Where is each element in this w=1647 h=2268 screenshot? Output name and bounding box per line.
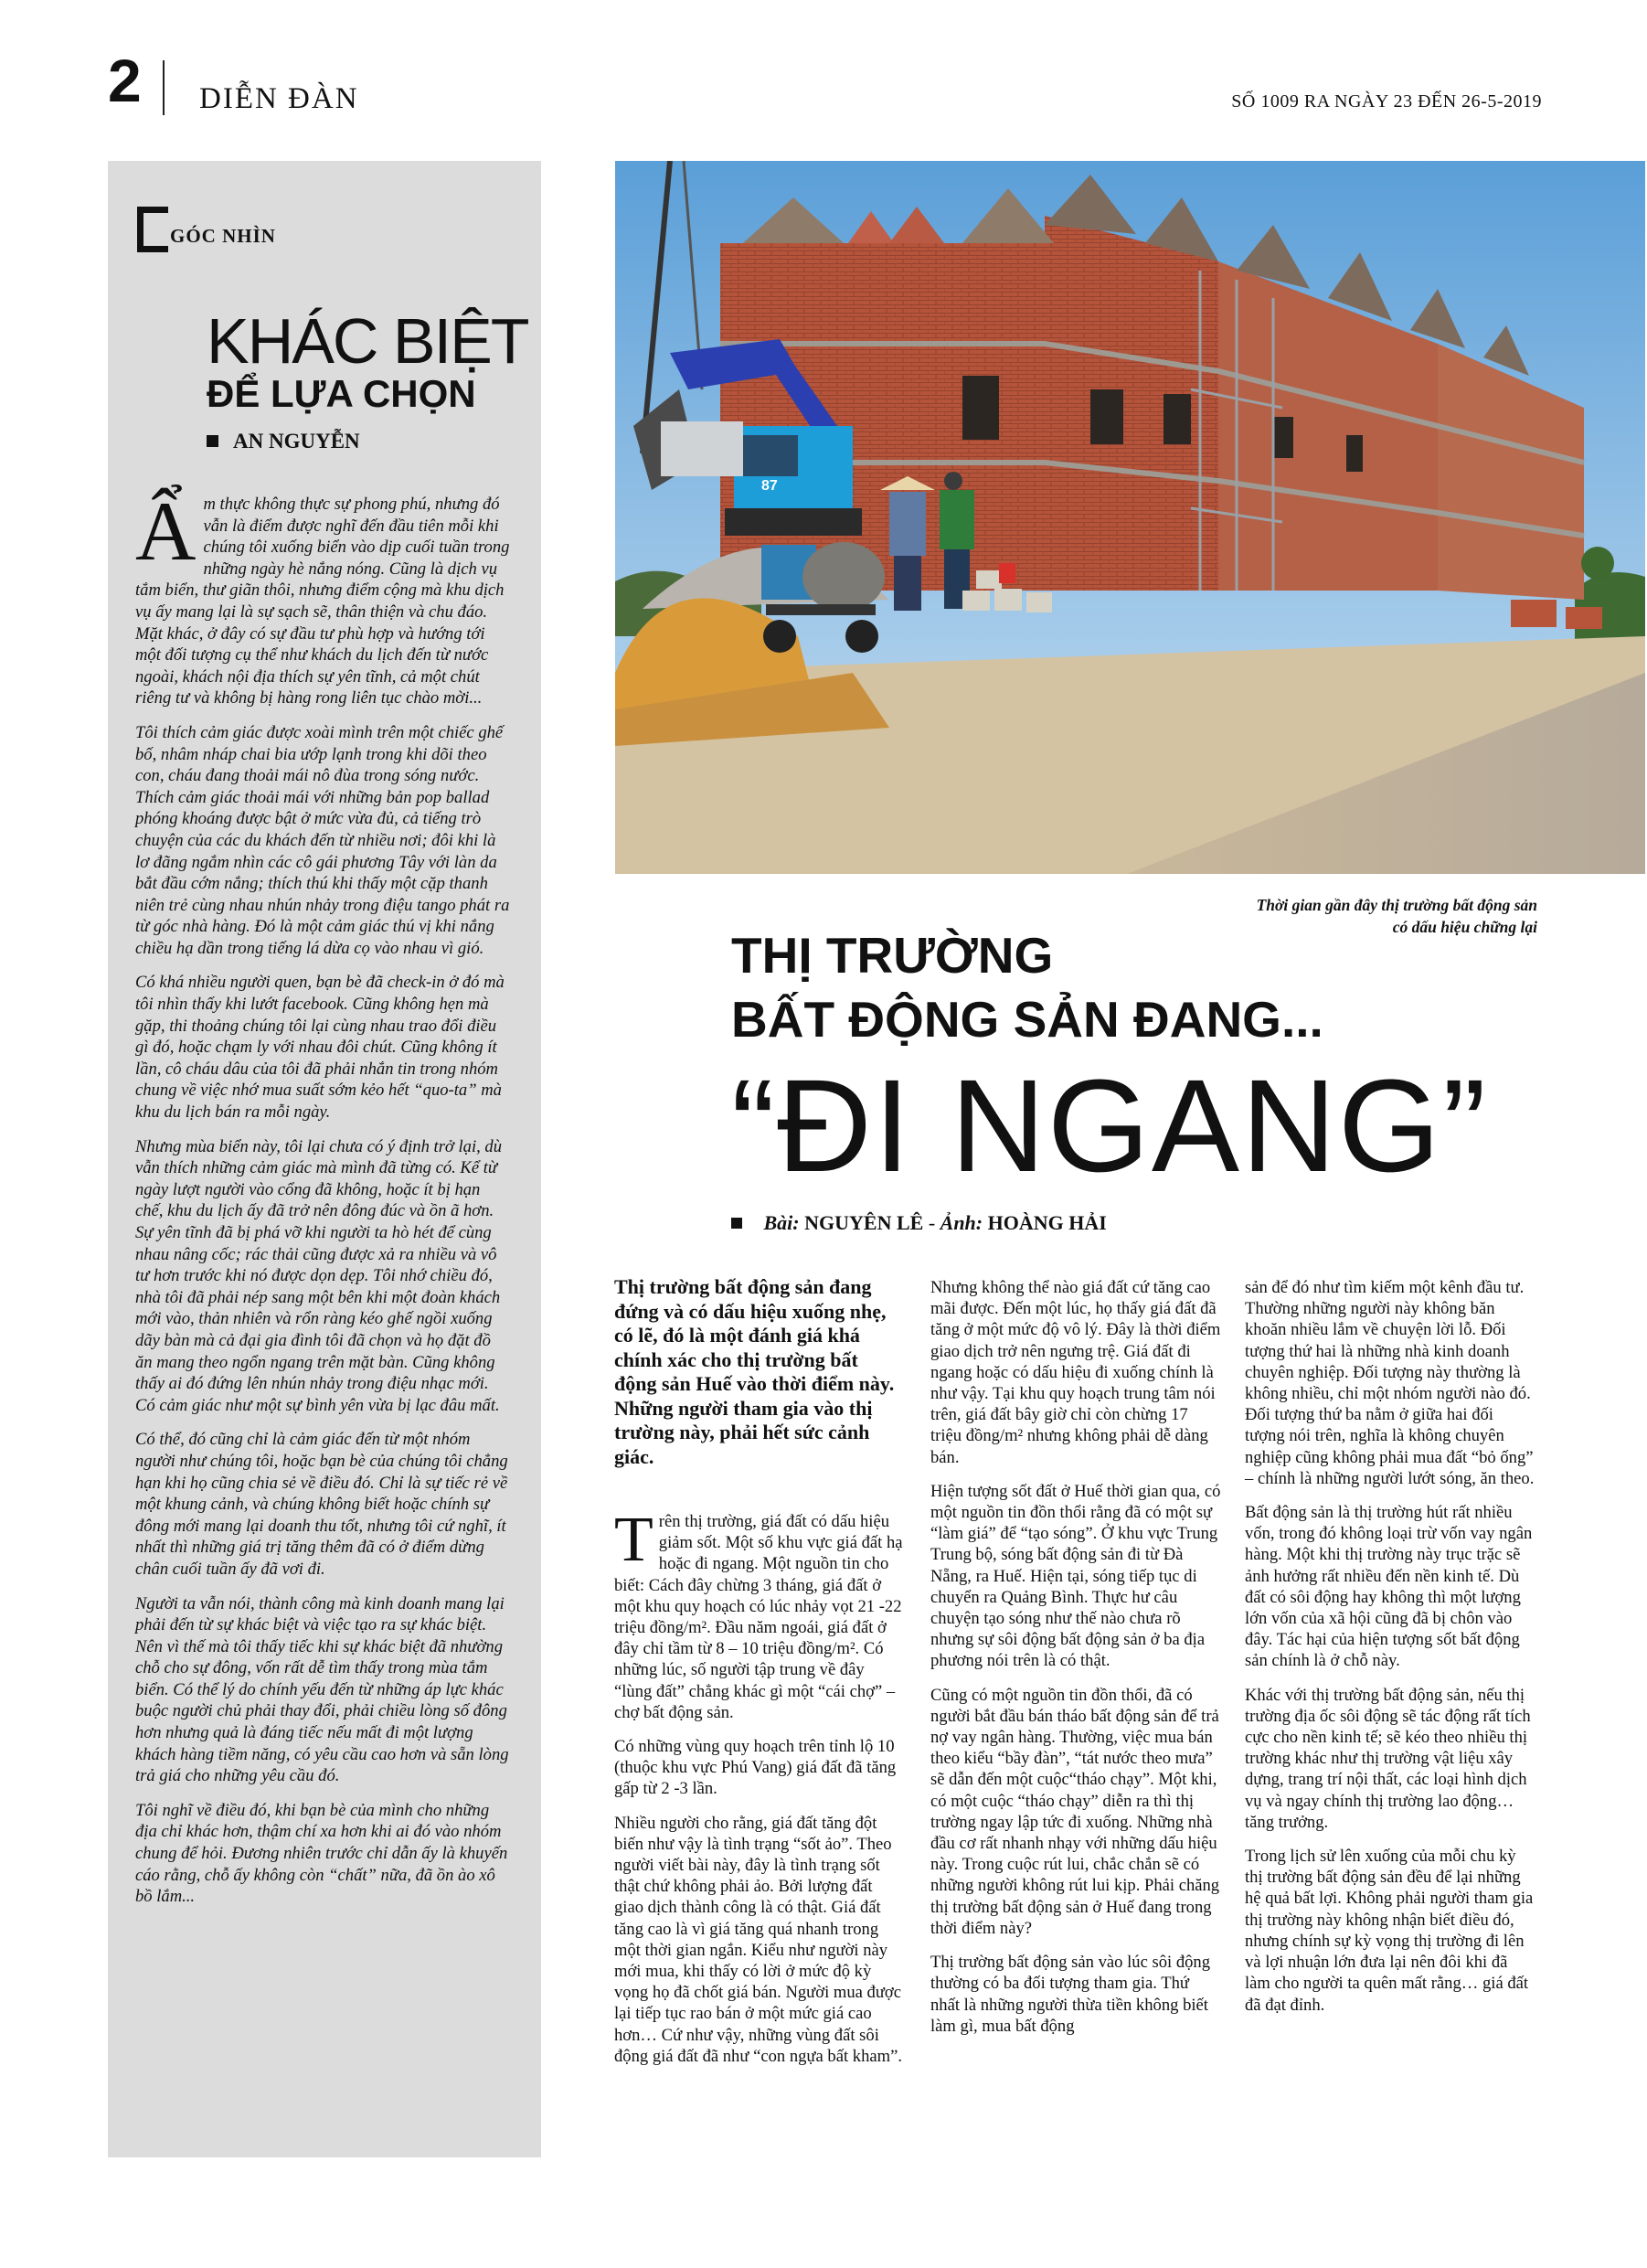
byline-photographer: HOÀNG HẢI xyxy=(987,1211,1107,1234)
article-lead: Thị trường bất động sản đang đứng và có dấu hiệu xuống nhẹ, có lẽ, đó là một đánh giá khá chính xác cho thị trường bất động sản Huế vào thời điểm này. Những người tham gia vào thị trường này, phải hết sức cảnh giác. xyxy=(614,1275,895,1468)
photo-caption xyxy=(1172,894,1537,938)
article-paragraph: sản để đó như tìm kiếm một kênh đầu tư. Thường những người này không băn khoăn nhiều lắm về chuyện lời lỗ. Đối tượng thứ hai là những nhà kinh doanh chuyên nghiệp. Đối tượng này thường là không nhiều, chỉ một nhóm người nào đó. Đối tượng thứ ba nằm ở giữa hai đối tượng nói trên, nghĩa là không chuyên nghiệp cũng không phải mua đất “bỏ ống” – chính là những người lướt sóng, ăn theo. xyxy=(1245,1278,1535,1488)
column-body xyxy=(135,484,510,1921)
column-paragraph: Tôi nghĩ về điều đó, khi bạn bè của mình cho những địa chỉ khác hơn, thậm chí xa hơn khi ai đó vào nhóm chung để hỏi. Đương nhiên trước chỉ dẫn ấy là khuyến cáo rằng, chỗ ấy không còn “chất” nữa, đã ồn ào xô bồ lắm... xyxy=(135,1800,508,1907)
column-subtitle: ĐỂ LỰA CHỌN xyxy=(207,372,476,415)
column-paragraph: Tôi thích cảm giác được xoài mình trên một chiếc ghế bố, nhâm nháp chai bia ướp lạnh trong khi dõi theo con, cháu đang thoải mái nô đùa trong sóng nước. Thích cảm giác thoải mái với những bản pop ballad phóng khoáng được bật ở mức vừa đủ, cả tiếng trò chuyện của các du khách đến từ nhiều nơi; đôi khi là lơ đãng ngắm nhìn các cô gái phương Tây với làn da bắt đầu cớm nắng; thích thú khi thấy một cặp thanh niên trẻ cùng nhau nhún nhảy trong điệu tango phát ra từ góc nhà hàng. Đó là một cảm giác thú vị khi nắng chiều hạ dần trong tiếng lá dừa cọ vào nhau vì gió. xyxy=(135,722,510,958)
column-dropcap: Ẩ xyxy=(135,484,197,578)
article-paragraph: Cũng có một nguồn tin đồn thổi, đã có người bắt đầu bán tháo bất động sản để trả nợ vay ngân hàng. Thường, việc mua bán theo kiểu “bầy đàn”, “tát nước theo mưa” sẽ dẫn đến một cuộc“tháo chạy”. Một khi, có một cuộc “tháo chạy” diễn ra thì thị trường ngay lập tức đi xuống. Những nhà đầu cơ rất nhanh nhạy với những dấu hiệu này. Trong cuộc rút lui, chắc chắn sẽ có những người không rút lui kịp. Phải chăng thị trường bất động sản ở Huế đang trong thời điểm này? xyxy=(930,1685,1220,1938)
photo-caption-line1: Thời gian gần đây thị trường bất động sản xyxy=(1256,896,1537,914)
article-paragraph: Có những vùng quy hoạch trên tỉnh lộ 10 (thuộc khu vực Phú Vang) giá đất đã tăng gấp từ 2 -3 lần. xyxy=(614,1737,897,1799)
issue-date: SỐ 1009 RA NGÀY 23 ĐẾN 26-5-2019 xyxy=(1231,91,1542,112)
byline-separator: - xyxy=(923,1211,940,1234)
photo-caption-line2: có dấu hiệu chững lại xyxy=(1392,918,1537,936)
byline-text-label: Bài: xyxy=(763,1211,800,1234)
article-byline xyxy=(731,1211,1107,1235)
column-author: AN NGUYỄN xyxy=(207,430,360,453)
article-paragraph: Hiện tượng sốt đất ở Huế thời gian qua, có một nguồn tin đồn thổi rằng đã có một sự “làm giá” để “tạo sóng”. Ở khu vực Trung Trung bộ, sóng bất động sản đi từ Đà Nẵng, ra Huế. Hiện tại, sóng tiếp tục di chuyển ra Quảng Bình. Thực hư câu chuyện tạo sóng như thế nào chưa rõ nhưng sự sôi động bất động sản ở ba địa phương nói trên là có thật. xyxy=(930,1481,1221,1671)
article-column-2 xyxy=(930,1277,1221,2050)
headline-line3: “ĐI NGANG” xyxy=(731,1052,1488,1199)
article-paragraph: Nhưng không thể nào giá đất cứ tăng cao mãi được. Đến một lúc, họ thấy giá đất đã tăng ở một mức độ vô lý. Đây là thời điểm giao dịch trở nên ngưng trệ. Giá đất đi ngang hoặc có dấu hiệu đi xuống chính là như vậy. Tại khu quy hoạch trung tâm nói trên, giá đất bây giờ chỉ còn chừng 17 triệu đồng/m² nhưng không phải dễ dàng bán. xyxy=(930,1278,1221,1467)
excavator-number: 87 xyxy=(761,478,778,494)
headline-line1: THỊ TRƯỜNG xyxy=(731,927,1054,984)
column-label: GÓC NHÌN xyxy=(170,225,276,247)
article-column-1 xyxy=(614,1275,905,2080)
article-paragraph: Khác với thị trường bất động sản, nếu thị trường địa ốc sôi động sẽ tác động rất tích cực cho nền kinh tế; sẽ kéo theo nhiều thị trường khác như thị trường vật liệu xây dựng, trang trí nội thất, các loại hình dịch vụ và ngay chính thị trường lao động… tăng trưởng. xyxy=(1245,1685,1531,1832)
article-paragraph: Trên thị trường, giá đất có dấu hiệu giảm sốt. Một số khu vực giá đất hạ hoặc đi ngang. Một nguồn tin cho biết: Cách đây chừng 3 tháng, giá đất ở một khu quy hoạch có lúc nhảy vọt 21 -22 triệu đồng/m². Đầu năm ngoái, giá đất ở đây chỉ tầm từ 8 – 10 triệu đồng/m². Có những lúc, số người tập trung về đây “lùng đất” chẳng khác gì một “cái chợ” – chợ bất động sản. xyxy=(614,1505,903,1722)
column-paragraph: Có thể, đó cũng chỉ là cảm giác đến từ một nhóm người như chúng tôi, hoặc bạn bè của chúng tôi chẳng hạn khi họ cũng chia sẻ về điều đó. Chỉ là sự tiếc rẻ về một khung cảnh, và chúng không biết hoặc chính sự đông mới mang lại doanh thu tốt, nhưng tôi cứ nghĩ, ít nhất thì những giá trị tăng thêm đã có ở điểm dừng chân cuối tuần ấy đã vơi đi. xyxy=(135,1430,508,1579)
article-paragraph: Bất động sản là thị trường hút rất nhiều vốn, trong đó không loại trừ vốn vay ngân hàng. Một khi thị trường này trục trặc sẽ ảnh hưởng rất nhiều đến nền kinh tế. Dù đất có sôi động hay không thì một lượng lớn vốn của xã hội cũng đã bị chôn vào đây. Tác hại của hiện tượng sốt bất động sản chính là ở chỗ này. xyxy=(1245,1503,1533,1671)
column-paragraph: Người ta vẫn nói, thành công mà kinh doanh mang lại phải đến từ sự khác biệt và việc tạo ra sự khác biệt. Nên vì thế mà tôi thấy tiếc khi sự khác biệt đã nhường chỗ cho sự đông, vốn rất dễ tìm thấy trong mùa tắm biển. Có thể lý do chính yếu đến từ những áp lực khác buộc người chủ phải thay đổi, phải chiều lòng số đông hơn nhưng quả là đáng tiếc nếu mất đi một lượng khách hàng tiềm năng, có yêu cầu cao hơn và sẵn lòng trả giá cho những yêu cầu đó. xyxy=(135,1593,509,1786)
headline-line2: BẤT ĐỘNG SẢN ĐANG... xyxy=(731,991,1323,1048)
article-dropcap: T xyxy=(614,1505,653,1575)
section-title: DIỄN ĐÀN xyxy=(199,82,359,115)
article-paragraph: Thị trường bất động sản vào lúc sôi động thường có ba đối tượng tham gia. Thứ nhất là những người thừa tiền không biết làm gì, mua bất động xyxy=(930,1953,1211,2036)
byline-author: NGUYÊN LÊ xyxy=(804,1211,924,1234)
article-paragraph: Nhiều người cho rằng, giá đất tăng đột biến như vậy là tình trạng “sốt ảo”. Theo người viết bài này, đây là tình trạng sốt thật chứ không phải ảo. Bởi lượng đất giao dịch thành công là có thật. Giá đất tăng cao là vì giá tăng quá nhanh trong một thời gian ngắn. Kiểu như người này mới mua, khi thấy có lời ở mức độ kỳ vọng họ đã chốt giá bán. Người mua được lại tiếp tục rao bán ở một mức giá cao hơn… Cứ như vậy, những vùng đất sôi động giá đất đã như “con ngựa bất kham”. xyxy=(614,1813,902,2066)
byline-photo-label: Ảnh: xyxy=(940,1211,983,1234)
page-number: 2 xyxy=(108,47,142,114)
column-title: KHÁC BIỆT xyxy=(207,305,528,377)
column-paragraph: Ẩm thực không thực sự phong phú, nhưng đó vẫn là điểm được nghĩ đến đầu tiên mỗi khi chúng tôi xuống biển vào dịp cuối tuần trong những ngày hè nắng nóng. Cũng là dịch vụ tắm biển, thư giãn thôi, nhưng điểm cộng mà khu dịch vụ ấy mang lại là sự sạch sẽ, thân thiện và chu đáo. Mặt khác, ở đây có sự đầu tư phù hợp và hướng tới một đối tượng cụ thể như khách du lịch đến từ nước ngoài, khách nội địa thích sự yên tĩnh, cả một chút riêng tư và không bị hàng rong liên tục chào mời... xyxy=(135,484,510,708)
article-paragraph: Trong lịch sử lên xuống của mỗi chu kỳ thị trường bất động sản đều để lại những hệ quả bất lợi. Không phải người tham gia thị trường này không nhận biết điều đó, nhưng chính sự kỳ vọng thị trường đi lên và lợi nhuận lớn đưa lại nên đôi khi đã làm cho người ta quên mất rằng… giá đất đã đạt đỉnh. xyxy=(1245,1847,1534,2015)
column-logo-mark xyxy=(137,207,168,252)
column-paragraph: Có khá nhiều người quen, bạn bè đã check-in ở đó mà tôi nhìn thấy khi lướt facebook. Cũng không hẹn mà gặp, thi thoảng chúng tôi lại cùng nhau trao đổi điều gì đó, hoặc chạm ly với nhau đôi chút. Cũng không ít lần, cô cháu dâu của tôi đã phải nhắn tin trong nhóm chung về việc nhớ mua suất sớm kẻo hết “quo-ta” mà khu du lịch bán ra mỗi ngày. xyxy=(135,973,505,1123)
header-divider xyxy=(163,60,165,115)
column-paragraph: Nhưng mùa biển này, tôi lại chưa có ý định trở lại, dù vẫn thích những cảm giác mà mình đã từng có. Kể từ ngày lượt người vào cổng đã không, hoặc ít bị hạn chế, khu du lịch ấy đã trở nên đông đúc và ồn ã hơn. Sự yên tĩnh đã bị phá vỡ khi người ta hò hét để cùng nhau nâng cốc; rác thải cũng được xả ra nhiều và vô tư hơn trước khi nó được dọn dẹp. Tôi nhớ chiều đó, nhà tôi đã phải nép sang một bên khi một đoàn khách mới vào, thản nhiên và rổn ràng kéo ghế ngồi xuống dãy bàn mà cả đại gia đình tôi đã chọn và họ đặt đồ ăn mang theo ngổn ngang trên mặt bàn. Cũng không thấy ai đó đứng lên nhún nhảy trong điệu nhạc mới. Có cảm giác như một sự bình yên vừa bị lạc đâu mất. xyxy=(135,1136,503,1415)
article-column-3 xyxy=(1245,1277,1535,2028)
construction-photo xyxy=(615,161,1645,874)
